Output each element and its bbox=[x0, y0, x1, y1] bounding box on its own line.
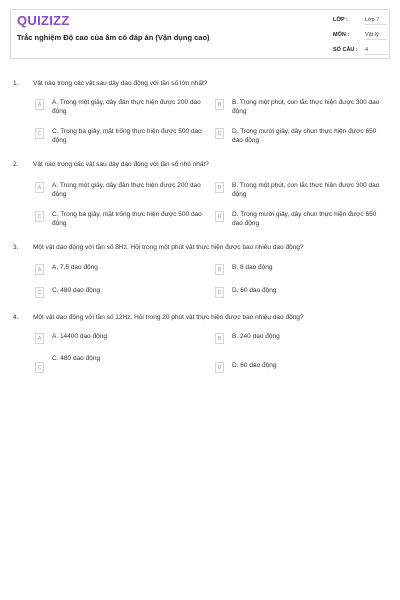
question-text: Vật nào trong các vật sau dây dao động với tần số lớn nhất? bbox=[33, 80, 208, 87]
option-letter-box[interactable]: B bbox=[215, 99, 224, 110]
option-letter-box[interactable]: D bbox=[215, 211, 224, 222]
meta-row-question-count bbox=[333, 44, 391, 56]
option-text: C. 480 dao động bbox=[52, 287, 101, 294]
option-letter-box[interactable]: C bbox=[35, 287, 44, 298]
option-letter-box[interactable]: A bbox=[35, 99, 44, 110]
quizizz-logo: QUIZIZZ bbox=[17, 13, 70, 28]
option-text: B. Trong một phút, con lắc thực hiện được 300 dao động bbox=[232, 99, 380, 115]
meta-row-subject bbox=[333, 29, 391, 41]
option-text: D. Trong mười giây, dây chun thực hiện được 650 dao động bbox=[232, 128, 377, 144]
option-letter-box[interactable]: D bbox=[215, 287, 224, 298]
option-letter-box[interactable]: C bbox=[35, 128, 44, 139]
worksheet-meta bbox=[333, 10, 391, 60]
question-number: 4. bbox=[13, 314, 19, 321]
meta-value: 4 bbox=[365, 47, 387, 55]
option-text: A. 14400 dao động bbox=[52, 333, 107, 340]
question-text: Vật nào trong các vật sau dây dao động với tần số nhỏ nhất? bbox=[33, 161, 209, 168]
option-text: A. 7,5 dao động bbox=[52, 264, 98, 271]
meta-label: MÔN : bbox=[333, 32, 350, 38]
meta-value: Vật lý bbox=[365, 32, 387, 40]
option-text: A. Trong một giây, dây đàn thực hiện được 200 dao động bbox=[52, 99, 201, 115]
option-text: B. Trong một phút, con lắc thực hiện được 300 dao động bbox=[232, 182, 380, 198]
option-text: C. Trong ba giây, mặt trống thực hiện được 500 dao động bbox=[52, 128, 202, 144]
option-text: C. 480 dao động bbox=[52, 355, 101, 362]
meta-row-grade bbox=[333, 14, 391, 26]
option-text: D. 60 dao động bbox=[232, 362, 277, 369]
option-text: C. Trong ba giây, mặt trống thực hiện được 500 dao động bbox=[52, 211, 202, 227]
meta-label: SỐ CÂU : bbox=[333, 47, 358, 53]
option-letter-box[interactable]: D bbox=[215, 362, 224, 373]
worksheet-title: Trắc nghiệm Độ cao của âm có đáp án (Vận dụng cao) bbox=[17, 33, 210, 42]
worksheet-header bbox=[10, 9, 390, 59]
option-letter-box[interactable]: D bbox=[215, 128, 224, 139]
option-letter-box[interactable]: B bbox=[215, 182, 224, 193]
option-text: B. 8 dao động bbox=[232, 264, 273, 271]
option-letter-box[interactable]: C bbox=[35, 211, 44, 222]
option-letter-box[interactable]: B bbox=[215, 333, 224, 344]
meta-value: Lớp 7 bbox=[365, 17, 387, 25]
question-number: 3. bbox=[13, 244, 19, 251]
option-text: D. 60 dao động bbox=[232, 287, 277, 294]
option-text: B. 240 dao động bbox=[232, 333, 280, 340]
meta-label: LỚP : bbox=[333, 17, 348, 23]
option-letter-box[interactable]: A bbox=[35, 264, 44, 275]
option-letter-box[interactable]: C bbox=[35, 362, 44, 373]
option-text: A. Trong một giây, dây đàn thực hiện được 200 dao động bbox=[52, 182, 201, 198]
option-text: D. Trong mười giây, dây chun thực hiện được 650 dao động bbox=[232, 211, 377, 227]
question-text: Một vật dao động với tần số 8Hz. Hỏi trong một phút vật thực hiện được bao nhiêu dao động? bbox=[33, 244, 304, 251]
option-letter-box[interactable]: A bbox=[35, 182, 44, 193]
question-number: 1. bbox=[13, 80, 19, 87]
option-letter-box[interactable]: B bbox=[215, 264, 224, 275]
option-letter-box[interactable]: A bbox=[35, 333, 44, 344]
question-text: Một vật dao động với tần số 12Hz. Hỏi trong 20 phút vật thực hiện được bao nhiêu dao động? bbox=[33, 314, 304, 321]
question-number: 2. bbox=[13, 161, 19, 168]
